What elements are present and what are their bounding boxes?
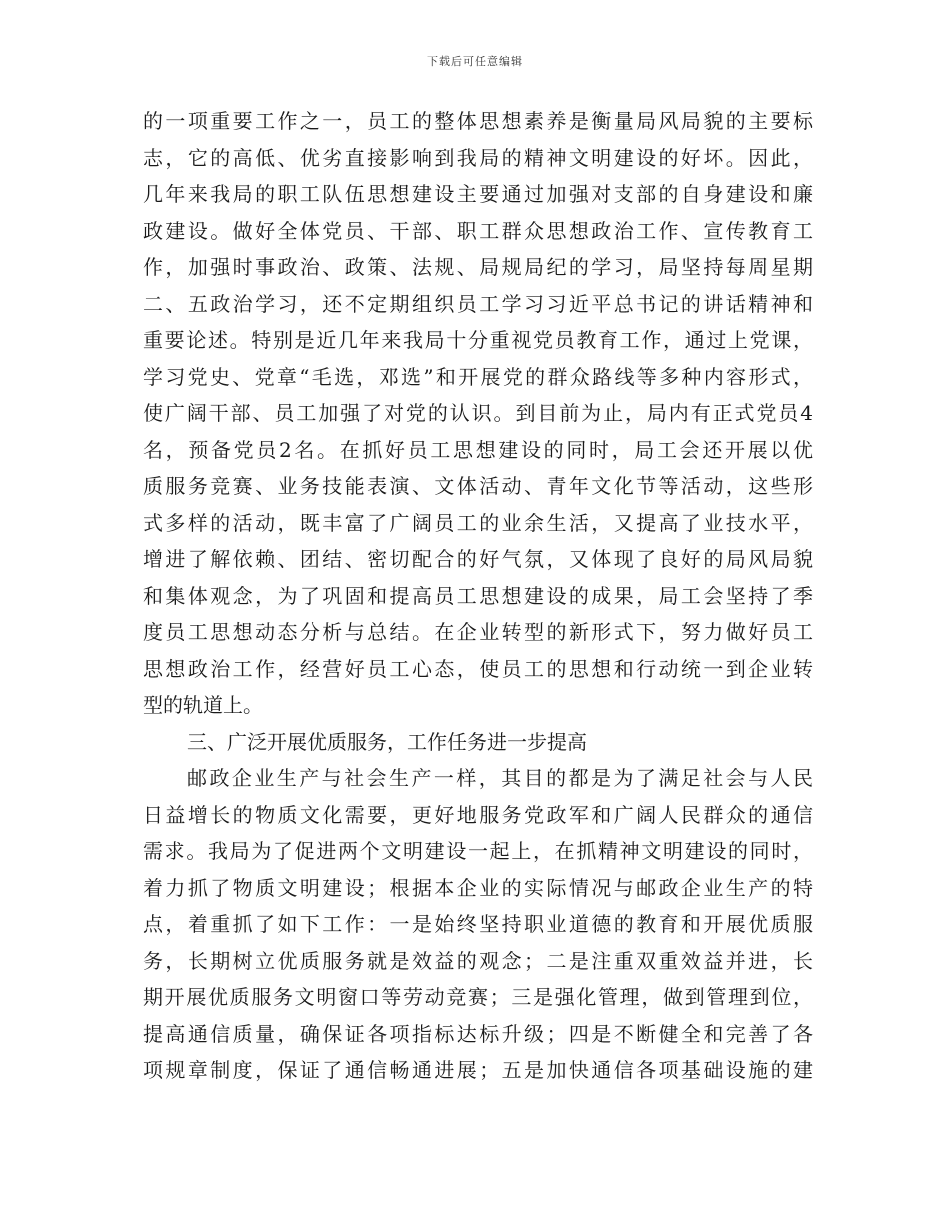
- text-line: 邮政企业生产与社会生产一样，其目的都是为了满足社会与人民: [187, 766, 813, 790]
- text-line: 项规章制度，保证了通信畅通进展；五是加快通信各项基础设施的建: [143, 1058, 813, 1082]
- document-body: [143, 103, 813, 1089]
- text-line: 和集体观念，为了巩固和提高员工思想建设的成果，局工会坚持了季: [143, 583, 813, 608]
- text-line: 着力抓了物质文明建设；根据本企业的实际情况与邮政企业生产的特: [143, 875, 813, 900]
- text-line: 思想政治工作，经营好员工心态，使员工的思想和行动统一到企业转: [143, 656, 813, 681]
- text-line: 提高通信质量，确保证各项指标达标升级；四是不断健全和完善了各: [143, 1021, 813, 1046]
- text-line: 二、五政治学习，还不定期组织员工学习习近平总书记的讲话精神和: [143, 291, 813, 316]
- text-line: 增进了解依赖、团结、密切配合的好气氛，又体现了良好的局风局貌: [143, 547, 813, 571]
- text-line: 点，着重抓了如下工作：一是始终坚持职业道德的教育和开展优质服: [143, 912, 813, 936]
- text-line: 作，加强时事政治、政策、法规、局规局纪的学习，局坚持每周星期: [143, 255, 813, 279]
- text-line: 日益增长的物质文化需要，更好地服务党政军和广阔人民群众的通信: [143, 802, 813, 827]
- text-line: 几年来我局的职工队伍思想建设主要通过加强对支部的自身建设和廉: [143, 182, 813, 206]
- text-line: 度员工思想动态分析与总结。在企业转型的新形式下，努力做好员工: [143, 620, 813, 644]
- text-line: 重要论述。特别是近几年来我局十分重视党员教育工作，通过上党课，: [143, 328, 813, 352]
- text-line: 期开展优质服务文明窗口等劳动竞赛；三是强化管理，做到管理到位，: [143, 985, 813, 1009]
- text-line: 学习党史、党章“毛选，邓选”和开展党的群众路线等多种内容形式，: [143, 364, 813, 389]
- text-line: 志，它的高低、优劣直接影响到我局的精神文明建设的好坏。因此，: [143, 145, 813, 170]
- text-line: 的一项重要工作之一，员工的整体思想素养是衡量局风局貌的主要标: [143, 109, 813, 133]
- text-line: 政建设。做好全体党员、干部、职工群众思想政治工作、宣传教育工: [143, 218, 813, 243]
- text-line: 式多样的活动，既丰富了广阔员工的业余生活，又提高了业技水平，: [143, 510, 813, 535]
- page-header: 下载后可任意编辑: [427, 55, 523, 68]
- text-line: 名，预备党员2名。在抓好员工思想建设的同时，局工会还开展以优: [143, 437, 813, 462]
- text-line: 型的轨道上。: [143, 693, 263, 717]
- text-line: 使广阔干部、员工加强了对党的认识。到目前为止，局内有正式党员4: [143, 401, 813, 425]
- text-line: 需求。我局为了促进两个文明建设一起上，在抓精神文明建设的同时，: [143, 839, 813, 863]
- text-line: 务，长期树立优质服务就是效益的观念；二是注重双重效益并进，长: [143, 948, 813, 973]
- text-line: 三、广泛开展优质服务，工作任务进一步提高: [187, 729, 587, 754]
- text-line: 质服务竞赛、业务技能表演、文体活动、青年文化节等活动，这些形: [143, 474, 813, 498]
